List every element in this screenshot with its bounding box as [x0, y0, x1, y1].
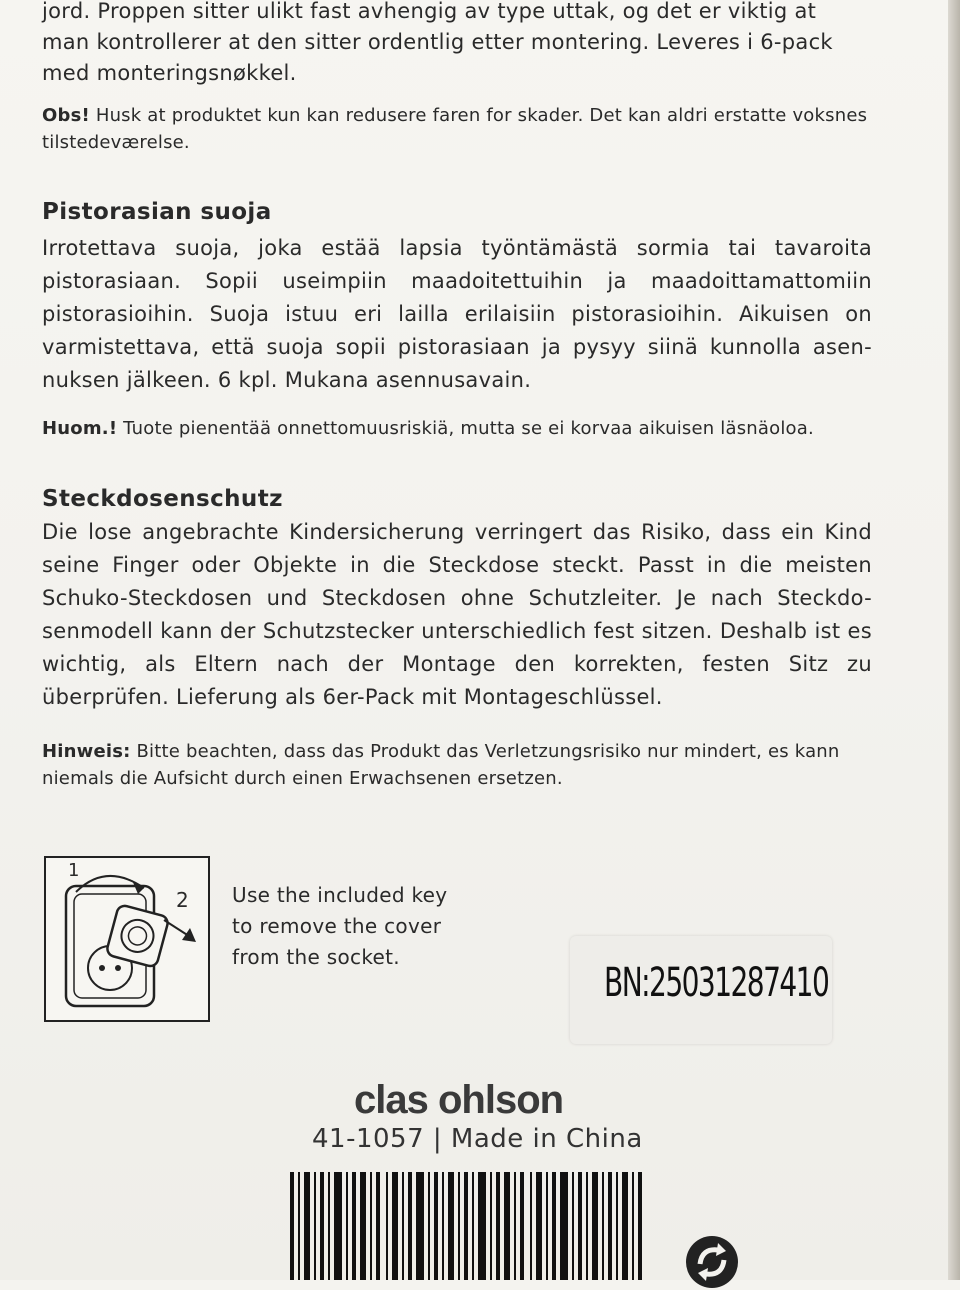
german-note-label: Hinweis: [42, 741, 131, 762]
socket-diagram [44, 856, 210, 1022]
norwegian-body-line: med monteringsnøkkel. [42, 61, 297, 85]
instruction-line: Use the included key [232, 883, 448, 907]
finnish-heading: Pistorasian suoja [42, 199, 272, 225]
instruction-line: from the socket. [232, 945, 400, 969]
german-note-text: Bitte beachten, dass das Produkt das Verletzungsrisiko nur mindert, es kann niemals die Aufsicht durch einen Erwachsenen ersetzen. [42, 741, 840, 789]
finnish-note [42, 415, 872, 442]
german-heading: Steckdosenschutz [42, 486, 283, 512]
german-body: Die lose angebrachte Kindersicherung verringert das Risiko, dass ein Kind seine Finger oder Objekte in die Steckdose steckt. Passt in die meisten Schuko-Steckdosen und Steckdosen ohne Schutzleiter. Je nach Steckdo-senmodell kann der Schutzstecker unterschiedlich fest sitzen. Deshalb ist es wichtig, als Eltern nach der Montage den korrekten, festen Sitz zu überprüfen. Lieferung als 6er-Pack mit Montageschlüssel. [42, 520, 872, 709]
recycle-mark-icon [684, 1234, 740, 1290]
finnish-note-label: Huom.! [42, 418, 118, 439]
step-1-label: 1 [68, 860, 80, 881]
norwegian-body-line: man kontrollerer at den sitter ordentlig etter montering. Leveres i 6-pack [42, 30, 833, 54]
brand-logo: clas ohlson [354, 1078, 564, 1122]
norwegian-note-text: Husk at produktet kun kan redusere faren for skader. Det kan aldri erstatte voksnes tilstedeværelse. [42, 105, 868, 153]
article-line: 41-1057 | Made in China [312, 1124, 643, 1154]
batch-number: BN:25031287410 [604, 960, 829, 1006]
instruction-text [232, 880, 472, 973]
step-2-label: 2 [176, 888, 189, 912]
socket-illustration [46, 858, 208, 1020]
package-edge [948, 0, 960, 1280]
norwegian-body-line: jord. Proppen sitter ulikt fast avhengig av type uttak, og det er viktig at [42, 0, 817, 23]
finnish-note-text: Tuote pienentää onnettomuusriskiä, mutta se ei korvaa aikuisen läsnäoloa. [123, 418, 814, 439]
finnish-body: Irrotettava suoja, joka estää lapsia työntämästä sormia tai tavaroita pistorasiaan. Sopii useimpiin maadoitettuihin ja maadoittamattomiin pistorasioihin. Suoja istuu eri lailla erilaisiin pistorasioihin. Aikuisen on varmistettava, että suoja sopii pistorasiaan ja pysyy siinä kunnolla asen-nuksen jälkeen. 6 kpl. Mukana asennusavain. [42, 236, 872, 392]
german-note [42, 738, 872, 792]
norwegian-note [42, 102, 872, 156]
barcode [290, 1172, 650, 1280]
norwegian-note-label: Obs! [42, 105, 90, 126]
instruction-line: to remove the cover [232, 914, 442, 938]
norwegian-body [42, 0, 872, 89]
